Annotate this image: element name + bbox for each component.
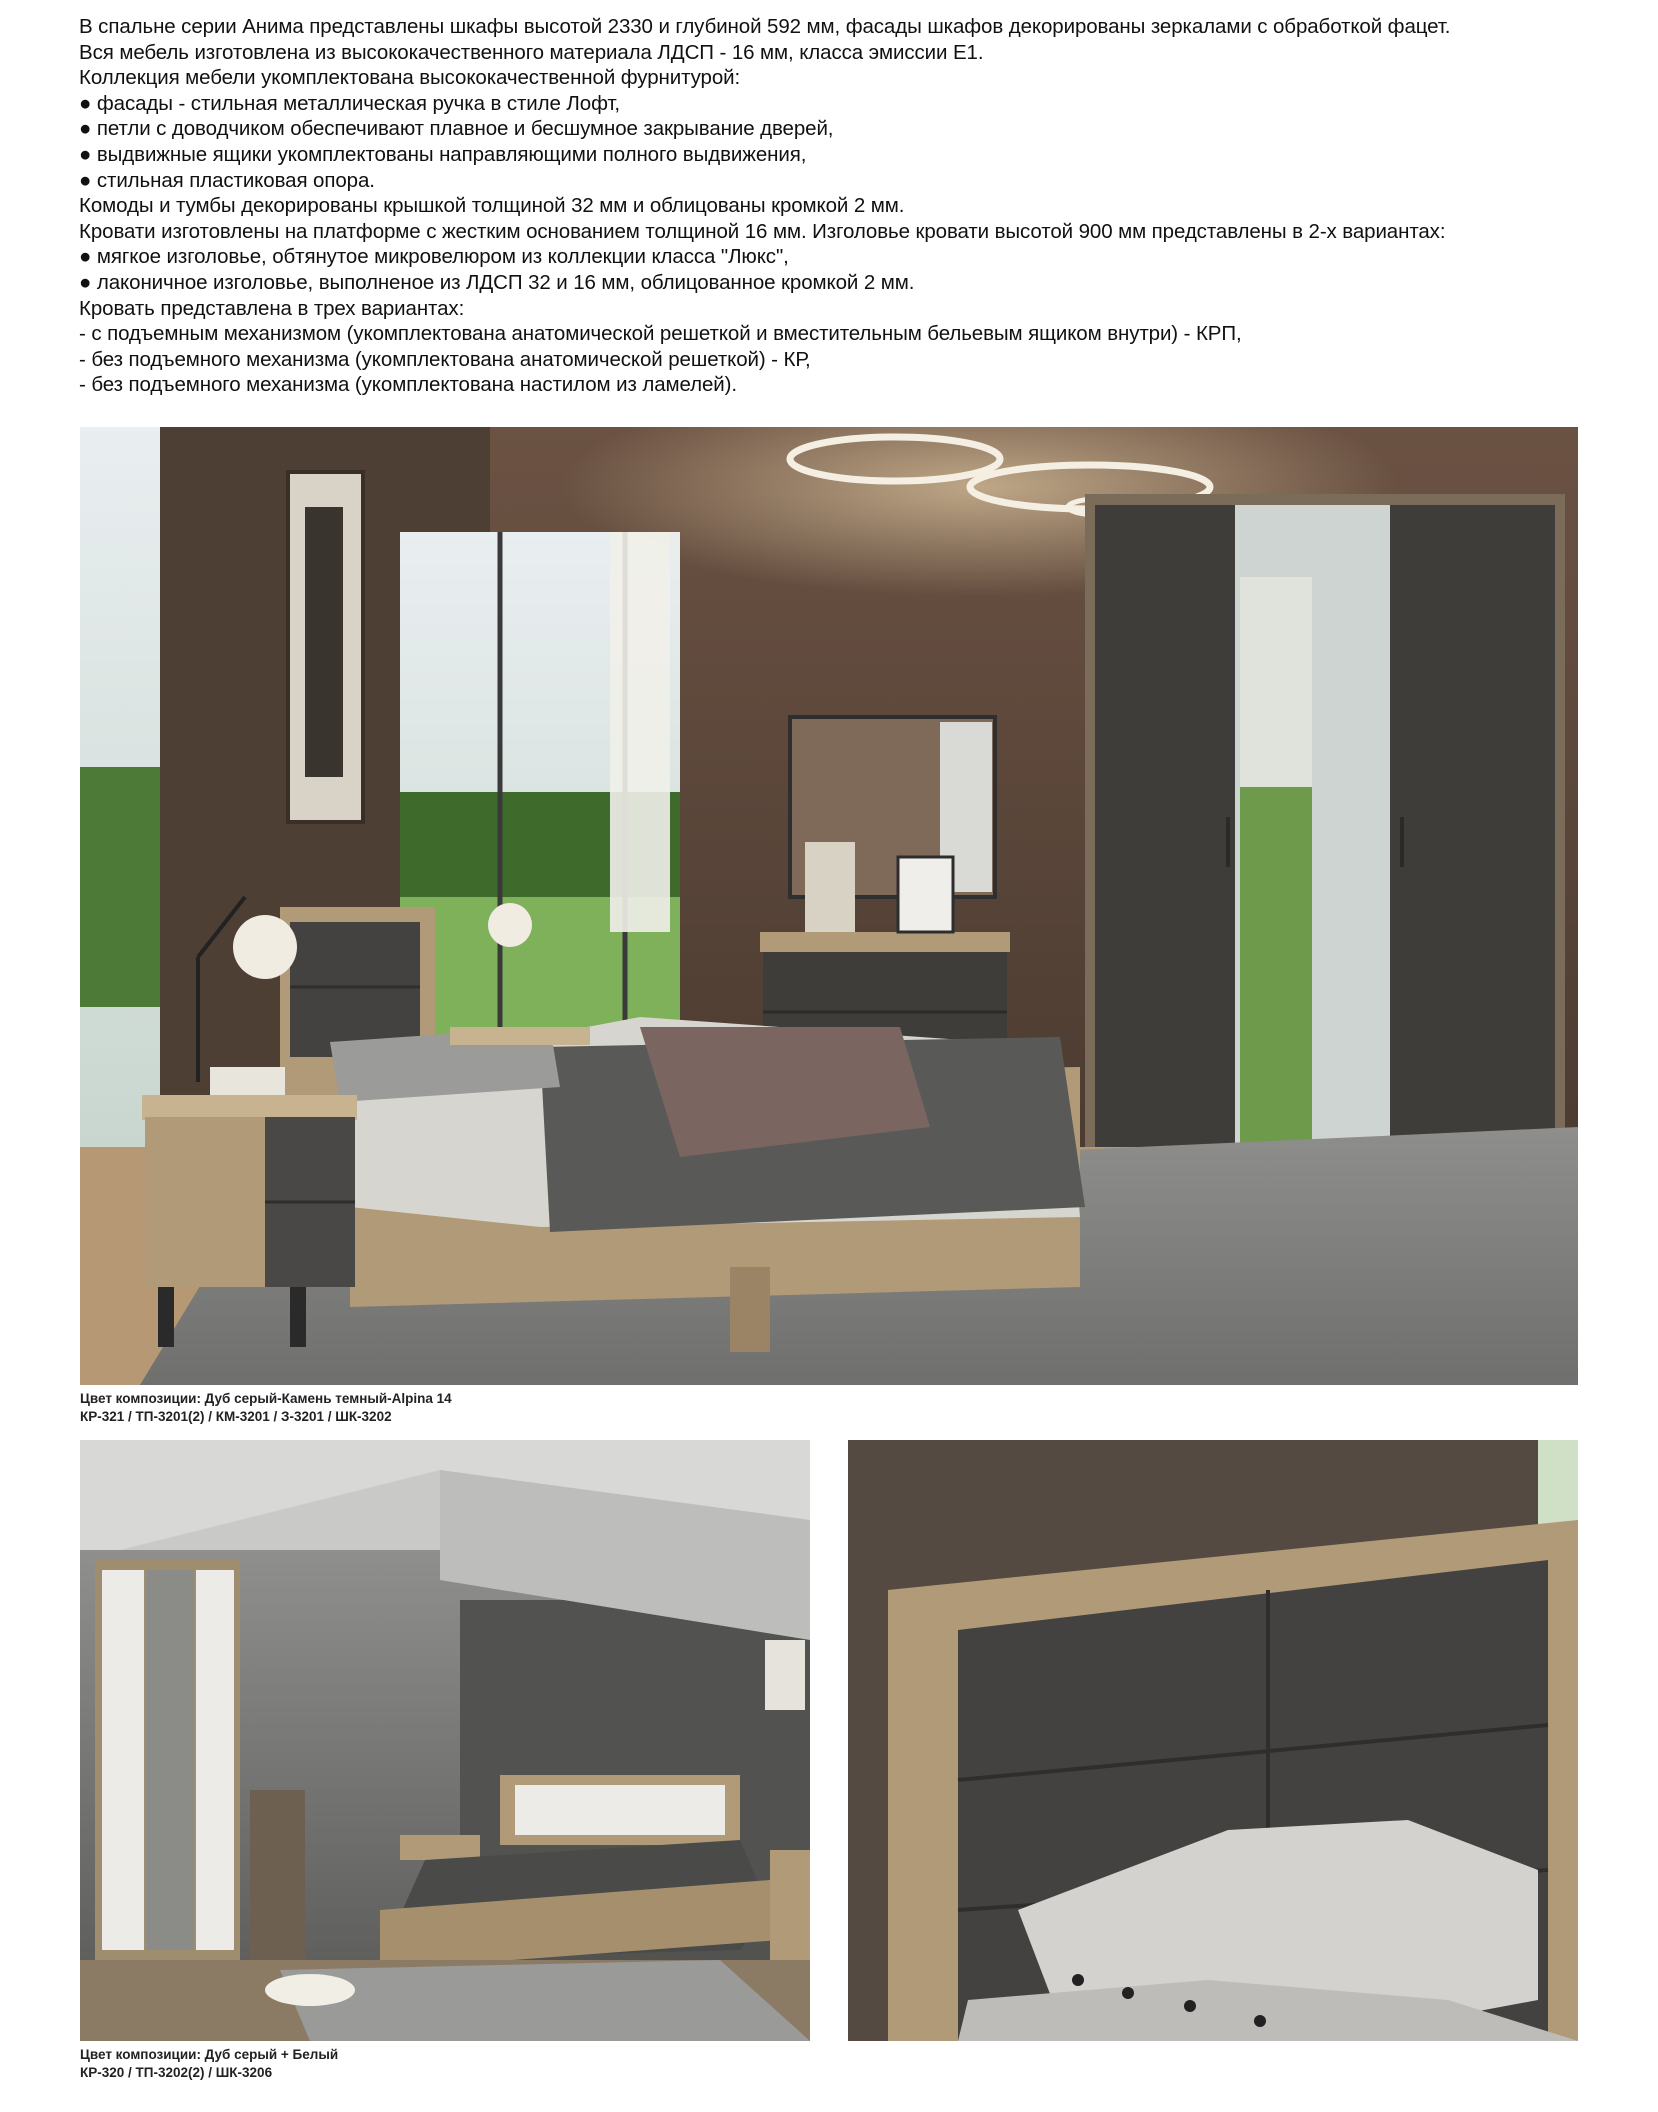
intro-line: В спальне серии Анима представлены шкафы высотой 2330 и глубиной 592 мм, фасады шкафов декорированы зеркалами с обработкой фацет.	[79, 15, 1451, 38]
intro-line: Кровать представлена в трех вариантах:	[79, 296, 465, 320]
secondary-bedroom-photo	[80, 1440, 810, 2041]
intro-line: - без подъемного механизма (укомплектована настилом из ламелей).	[79, 373, 737, 397]
intro-line: Комоды и тумбы декорированы крышкой толщиной 32 мм и облицованы кромкой 2 мм.	[79, 194, 905, 218]
intro-line: ● фасады - стильная металлическая ручка в стиле Лофт,	[79, 91, 620, 115]
intro-line: - с подъемным механизмом (укомплектована анатомической решеткой и вместительным бельевым ящиком внутри) - КРП,	[79, 322, 1242, 346]
intro-line: ● петли с доводчиком обеспечивают плавное и бесшумное закрывание дверей,	[79, 117, 834, 141]
intro-text	[79, 14, 1579, 398]
headboard-closeup-photo	[848, 1440, 1578, 2041]
caption-color-line: Цвет композиции: Дуб серый-Камень темный-Alpina 14	[80, 1391, 452, 1406]
intro-line: ● выдвижные ящики укомплектованы направляющими полного выдвижения,	[79, 142, 807, 166]
caption-codes-line: КР-320 / ТП-3202(2) / ШК-3206	[80, 2065, 273, 2080]
caption-codes-line: КР-321 / ТП-3201(2) / КМ-3201 / З-3201 / ШК-3202	[80, 1409, 392, 1424]
main-photo-caption	[80, 1390, 452, 1426]
intro-line: Коллекция мебели укомплектована высококачественной фурнитурой:	[79, 66, 741, 90]
intro-line: Кровати изготовлены на платформе с жестким основанием толщиной 16 мм. Изголовье кровати высотой 900 мм представлены в 2-х вариантах:	[79, 219, 1446, 243]
secondary-photo-caption	[80, 2046, 338, 2082]
intro-line: ● стильная пластиковая опора.	[79, 168, 375, 192]
intro-line: Вся мебель изготовлена из высококачественного материала ЛДСП - 16 мм, класса эмиссии Е1.	[79, 40, 984, 64]
intro-line: ● мягкое изголовье, обтянутое микровелюром из коллекции класса "Люкс",	[79, 245, 789, 269]
main-bedroom-photo	[80, 427, 1578, 1385]
intro-line: - без подъемного механизма (укомплектована анатомической решеткой) - КР,	[79, 347, 811, 371]
intro-line: ● лаконичное изголовье, выполненое из ЛДСП 32 и 16 мм, облицованное кромкой 2 мм.	[79, 270, 915, 294]
caption-color-line: Цвет композиции: Дуб серый + Белый	[80, 2047, 339, 2062]
